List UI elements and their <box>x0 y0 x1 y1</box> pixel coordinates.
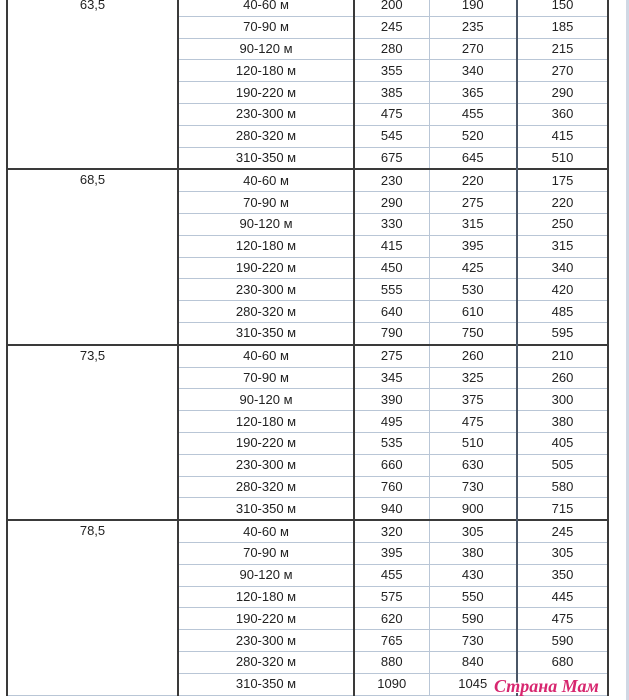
value-c-cell: 715 <box>517 498 608 520</box>
value-c-cell: 245 <box>517 520 608 542</box>
length-cell: 280-320 м <box>178 301 354 323</box>
size-cell: 63,5 <box>7 0 178 169</box>
value-a-cell: 450 <box>354 257 429 279</box>
value-b-cell: 750 <box>429 322 517 344</box>
value-b-cell: 520 <box>429 125 517 147</box>
value-b-cell: 530 <box>429 279 517 301</box>
length-cell: 90-120 м <box>178 389 354 411</box>
value-c-cell: 360 <box>517 103 608 125</box>
length-cell: 90-120 м <box>178 38 354 60</box>
value-b-cell: 270 <box>429 38 517 60</box>
value-c-cell: 210 <box>517 345 608 367</box>
value-a-cell: 455 <box>354 564 429 586</box>
value-b-cell: 275 <box>429 192 517 214</box>
length-cell: 120-180 м <box>178 586 354 608</box>
value-b-cell: 190 <box>429 0 517 16</box>
length-cell: 120-180 м <box>178 235 354 257</box>
length-cell: 40-60 м <box>178 169 354 191</box>
length-cell: 280-320 м <box>178 476 354 498</box>
value-c-cell: 340 <box>517 257 608 279</box>
length-cell: 40-60 м <box>178 0 354 16</box>
value-b-cell: 340 <box>429 60 517 82</box>
value-a-cell: 1090 <box>354 673 429 695</box>
value-b-cell: 730 <box>429 476 517 498</box>
value-b-cell: 220 <box>429 169 517 191</box>
length-cell: 70-90 м <box>178 16 354 38</box>
watermark-logo: Страна Мам <box>494 676 599 696</box>
table-row <box>7 0 608 16</box>
size-length-table <box>6 0 609 696</box>
value-c-cell: 380 <box>517 411 608 433</box>
length-cell: 90-120 м <box>178 564 354 586</box>
length-cell: 280-320 м <box>178 651 354 673</box>
value-a-cell: 280 <box>354 38 429 60</box>
value-a-cell: 575 <box>354 586 429 608</box>
value-c-cell: 290 <box>517 82 608 104</box>
value-b-cell: 260 <box>429 345 517 367</box>
value-b-cell: 510 <box>429 432 517 454</box>
value-a-cell: 330 <box>354 213 429 235</box>
length-cell: 120-180 м <box>178 411 354 433</box>
value-c-cell: 185 <box>517 16 608 38</box>
value-a-cell: 660 <box>354 454 429 476</box>
value-b-cell: 235 <box>429 16 517 38</box>
value-a-cell: 230 <box>354 169 429 191</box>
value-b-cell: 365 <box>429 82 517 104</box>
length-cell: 120-180 м <box>178 60 354 82</box>
value-c-cell: 420 <box>517 279 608 301</box>
length-cell: 280-320 м <box>178 125 354 147</box>
value-c-cell: 475 <box>517 608 608 630</box>
value-b-cell: 315 <box>429 213 517 235</box>
value-b-cell: 430 <box>429 564 517 586</box>
value-c-cell: 505 <box>517 454 608 476</box>
value-a-cell: 760 <box>354 476 429 498</box>
value-a-cell: 675 <box>354 147 429 169</box>
length-cell: 190-220 м <box>178 608 354 630</box>
value-a-cell: 765 <box>354 630 429 652</box>
value-c-cell: 150 <box>517 0 608 16</box>
length-cell: 230-300 м <box>178 630 354 652</box>
value-b-cell: 645 <box>429 147 517 169</box>
length-cell: 230-300 м <box>178 103 354 125</box>
value-c-cell: 405 <box>517 432 608 454</box>
value-b-cell: 395 <box>429 235 517 257</box>
value-a-cell: 545 <box>354 125 429 147</box>
value-b-cell: 840 <box>429 651 517 673</box>
value-a-cell: 940 <box>354 498 429 520</box>
table-row <box>7 520 608 542</box>
value-a-cell: 555 <box>354 279 429 301</box>
value-a-cell: 535 <box>354 432 429 454</box>
value-b-cell: 550 <box>429 586 517 608</box>
length-cell: 310-350 м <box>178 673 354 695</box>
value-a-cell: 290 <box>354 192 429 214</box>
value-c-cell: 315 <box>517 235 608 257</box>
length-cell: 70-90 м <box>178 542 354 564</box>
value-c-cell: 300 <box>517 389 608 411</box>
value-c-cell: 215 <box>517 38 608 60</box>
value-c-cell: 415 <box>517 125 608 147</box>
value-b-cell: 380 <box>429 542 517 564</box>
value-b-cell: 730 <box>429 630 517 652</box>
value-c-cell: 485 <box>517 301 608 323</box>
length-cell: 190-220 м <box>178 82 354 104</box>
value-c-cell: 590 <box>517 630 608 652</box>
value-c-cell: 260 <box>517 367 608 389</box>
value-b-cell: 325 <box>429 367 517 389</box>
value-a-cell: 415 <box>354 235 429 257</box>
value-a-cell: 880 <box>354 651 429 673</box>
length-cell: 310-350 м <box>178 322 354 344</box>
value-c-cell: 220 <box>517 192 608 214</box>
value-a-cell: 345 <box>354 367 429 389</box>
value-a-cell: 355 <box>354 60 429 82</box>
value-a-cell: 475 <box>354 103 429 125</box>
value-c-cell: 510 <box>517 147 608 169</box>
length-cell: 90-120 м <box>178 213 354 235</box>
length-cell: 70-90 м <box>178 192 354 214</box>
value-a-cell: 245 <box>354 16 429 38</box>
value-a-cell: 275 <box>354 345 429 367</box>
size-cell: 73,5 <box>7 345 178 520</box>
value-c-cell: 250 <box>517 213 608 235</box>
value-c-cell: 175 <box>517 169 608 191</box>
length-cell: 70-90 м <box>178 367 354 389</box>
size-cell: 78,5 <box>7 520 178 695</box>
value-b-cell: 475 <box>429 411 517 433</box>
value-c-cell: 445 <box>517 586 608 608</box>
value-a-cell: 200 <box>354 0 429 16</box>
value-a-cell: 395 <box>354 542 429 564</box>
value-a-cell: 640 <box>354 301 429 323</box>
value-c-cell: 580 <box>517 476 608 498</box>
value-c-cell: 595 <box>517 322 608 344</box>
value-b-cell: 900 <box>429 498 517 520</box>
table-row <box>7 169 608 191</box>
value-b-cell: 425 <box>429 257 517 279</box>
value-b-cell: 590 <box>429 608 517 630</box>
value-b-cell: 1045 <box>429 673 517 695</box>
value-a-cell: 620 <box>354 608 429 630</box>
value-c-cell: 270 <box>517 60 608 82</box>
length-cell: 190-220 м <box>178 432 354 454</box>
value-a-cell: 495 <box>354 411 429 433</box>
value-b-cell: 455 <box>429 103 517 125</box>
value-b-cell: 305 <box>429 520 517 542</box>
length-cell: 230-300 м <box>178 279 354 301</box>
value-b-cell: 375 <box>429 389 517 411</box>
value-b-cell: 630 <box>429 454 517 476</box>
value-a-cell: 385 <box>354 82 429 104</box>
value-a-cell: 390 <box>354 389 429 411</box>
length-cell: 190-220 м <box>178 257 354 279</box>
value-a-cell: 320 <box>354 520 429 542</box>
length-cell: 40-60 м <box>178 520 354 542</box>
length-cell: 230-300 м <box>178 454 354 476</box>
length-cell: 310-350 м <box>178 498 354 520</box>
length-cell: 310-350 м <box>178 147 354 169</box>
value-b-cell: 610 <box>429 301 517 323</box>
value-a-cell: 790 <box>354 322 429 344</box>
value-c-cell: 350 <box>517 564 608 586</box>
length-cell: 40-60 м <box>178 345 354 367</box>
table-row <box>7 345 608 367</box>
size-cell: 68,5 <box>7 169 178 344</box>
value-c-cell: 305 <box>517 542 608 564</box>
value-c-cell: 680 <box>517 651 608 673</box>
